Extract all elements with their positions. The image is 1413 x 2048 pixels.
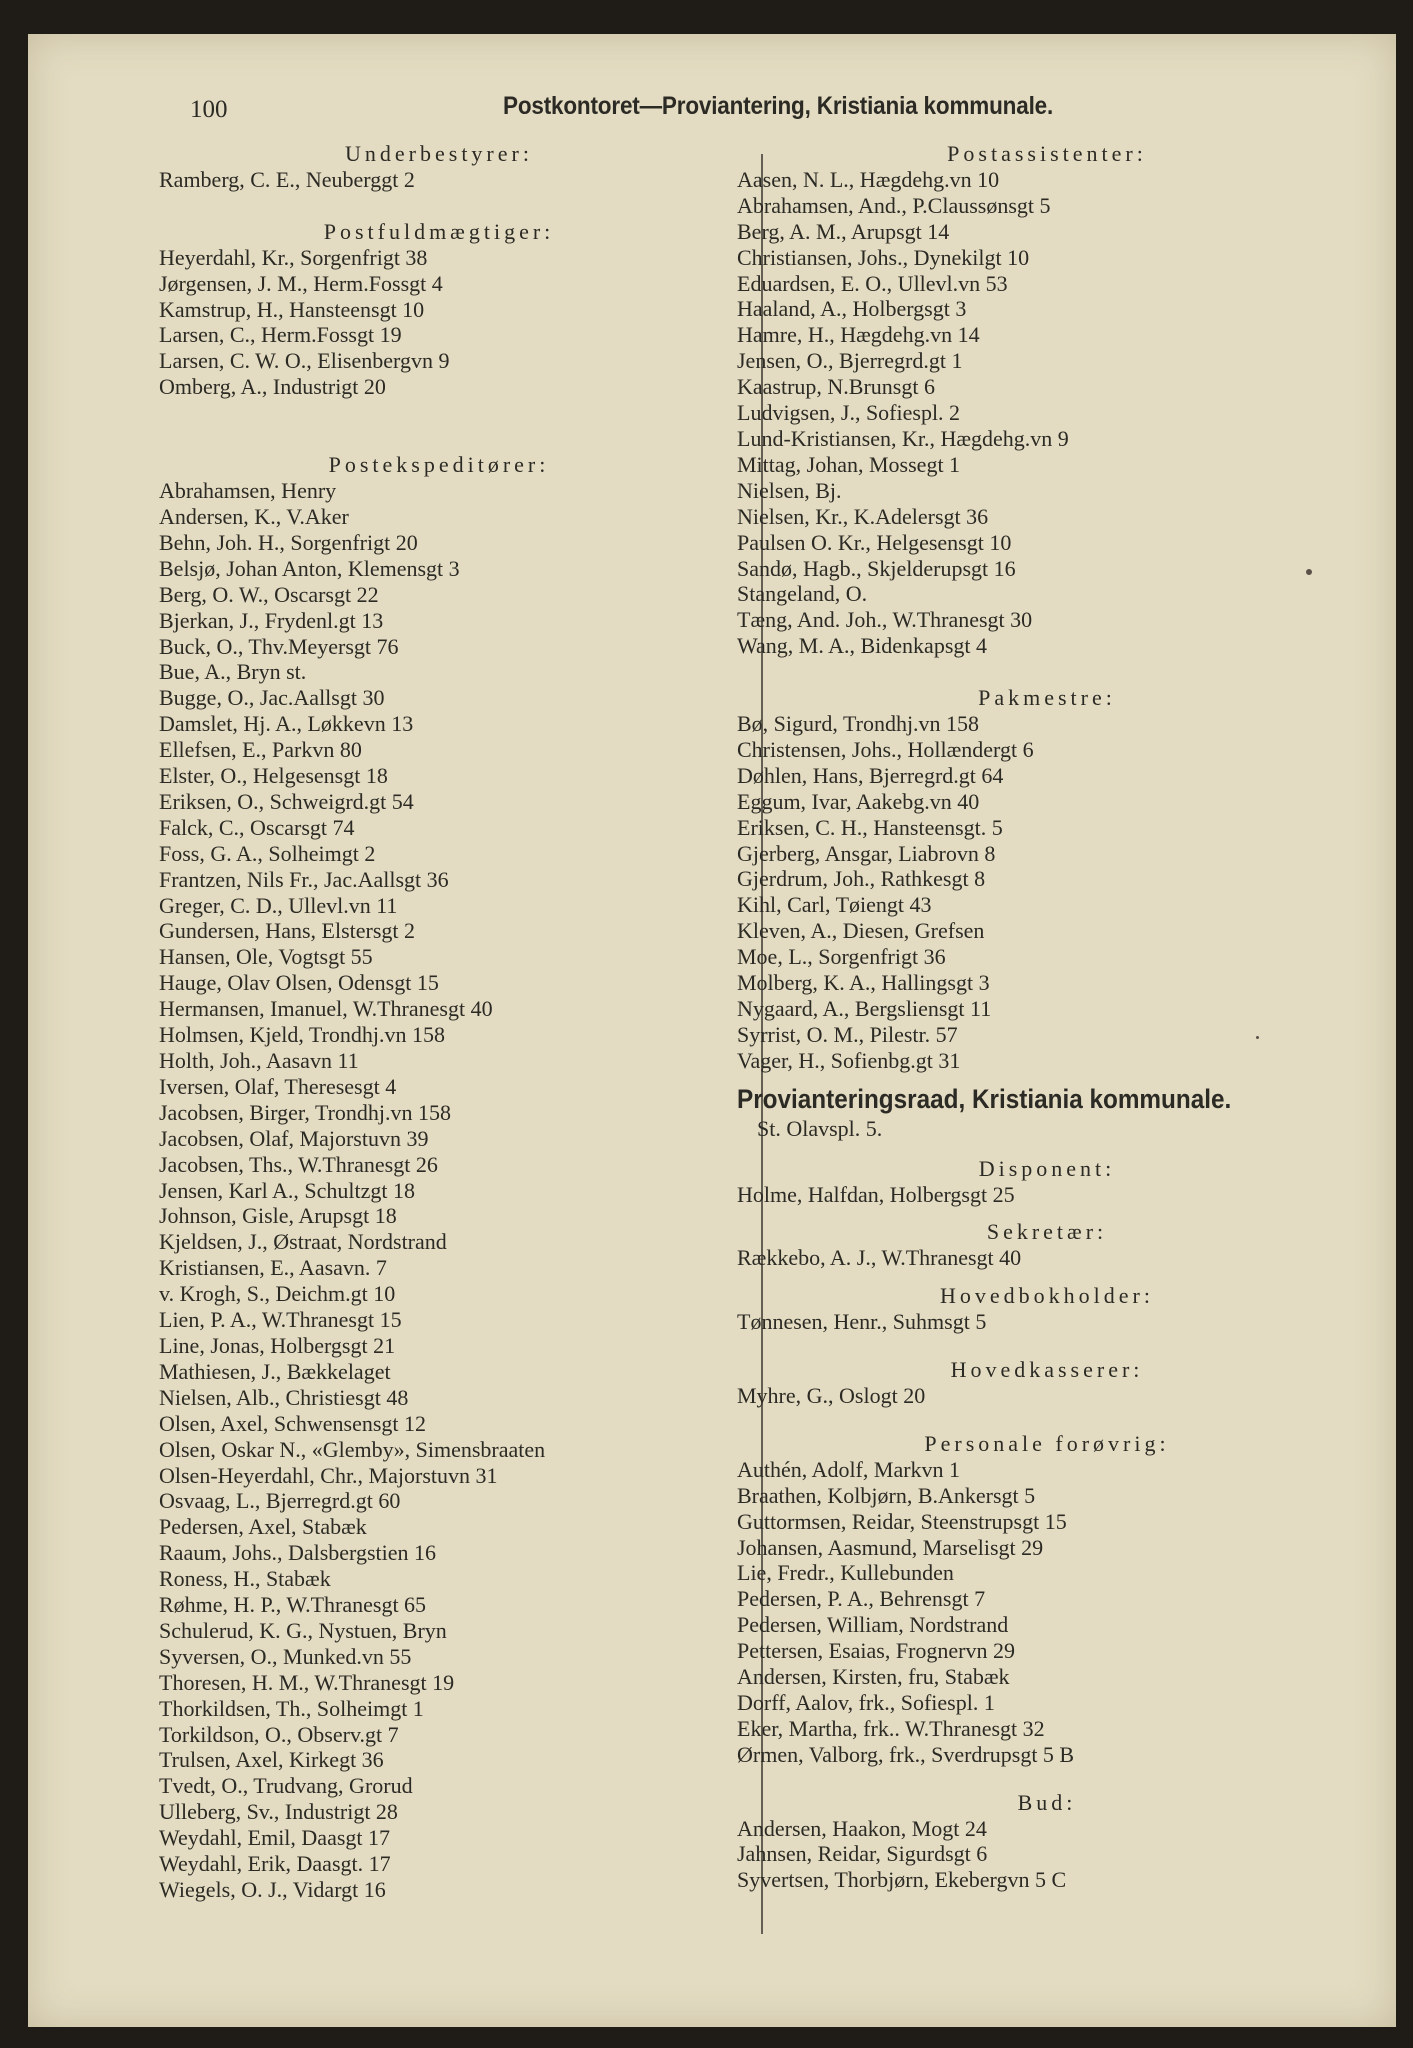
list-entry: Moe, L., Sorgenfrigt 36	[737, 944, 946, 970]
list-entry: Weydahl, Erik, Daasgt. 17	[159, 1851, 391, 1877]
list-entry: Andersen, K., V.Aker	[159, 503, 349, 529]
list-entry: Kristiansen, E., Aasavn. 7	[159, 1255, 387, 1281]
list-entry: Jacobsen, Ths., W.Thranesgt 26	[159, 1151, 438, 1177]
entry-list	[159, 245, 719, 400]
list-entry: Falck, C., Oscarsgt 74	[159, 814, 355, 840]
list-entry: Lie, Fredr., Kullebunden	[737, 1560, 954, 1586]
list-entry: Gjerdrum, Joh., Rathkesgt 8	[737, 866, 986, 892]
list-entry: Wang, M. A., Bidenkapsgt 4	[737, 633, 987, 659]
list-entry: Iversen, Olaf, Theresesgt 4	[159, 1073, 397, 1099]
list-entry: Schulerud, K. G., Nystuen, Bryn	[159, 1617, 447, 1643]
list-entry: Jørgensen, J. M., Herm.Fossgt 4	[159, 270, 443, 296]
section-title: Provianteringsraad, Kristiania kommunale.	[737, 1083, 1232, 1114]
page-number: 100	[190, 96, 228, 123]
list-entry: Osvaag, L., Bjerregrd.gt 60	[159, 1488, 401, 1514]
list-entry: Lien, P. A., W.Thranesgt 15	[159, 1307, 402, 1333]
list-entry: Line, Jonas, Holbergsgt 21	[159, 1332, 396, 1358]
list-entry: Omberg, A., Industrigt 20	[159, 374, 386, 400]
list-entry: Mathiesen, J., Bækkelaget	[159, 1358, 391, 1384]
list-entry: Berg, A. M., Arupsgt 14	[737, 218, 950, 244]
list-entry: Andersen, Haakon, Mogt 24	[737, 1815, 987, 1841]
list-entry: Foss, G. A., Solheimgt 2	[159, 840, 376, 866]
page-header	[28, 92, 1396, 132]
list-entry: Hamre, H., Hægdehg.vn 14	[737, 322, 980, 348]
list-entry: Torkildson, O., Observ.gt 7	[159, 1721, 399, 1747]
list-entry: Eggum, Ivar, Aakebg.vn 40	[737, 788, 980, 814]
list-entry: Syvertsen, Thorbjørn, Ekebergvn 5 C	[737, 1867, 1067, 1893]
list-entry: Jacobsen, Birger, Trondhj.vn 158	[159, 1099, 452, 1125]
list-entry: Johnson, Gisle, Arupsgt 18	[159, 1203, 397, 1229]
list-entry: Olsen, Axel, Schwensensgt 12	[159, 1410, 427, 1436]
address-line: St. Olavspl. 5.	[757, 1115, 883, 1141]
list-entry: Aasen, N. L., Hægdehg.vn 10	[737, 166, 1000, 192]
list-entry: Bø, Sigurd, Trondhj.vn 158	[737, 711, 980, 737]
list-entry: Eriksen, O., Schweigrd.gt 54	[159, 788, 414, 814]
list-entry: Holmsen, Kjeld, Trondhj.vn 158	[159, 1022, 446, 1048]
list-entry: Raaum, Johs., Dalsbergstien 16	[159, 1540, 437, 1566]
list-entry: Greger, C. D., Ullevl.vn 11	[159, 892, 398, 918]
list-entry: Belsjø, Johan Anton, Klemensgt 3	[159, 555, 460, 581]
list-entry: Tvedt, O., Trudvang, Grorud	[159, 1773, 413, 1799]
left-column	[159, 141, 719, 1903]
list-entry: Andersen, Kirsten, fru, Stabæk	[737, 1664, 1010, 1690]
list-entry: Thorkildsen, Th., Solheimgt 1	[159, 1695, 424, 1721]
list-entry: Bugge, O., Jac.Aallsgt 30	[159, 685, 385, 711]
entry-list	[159, 478, 719, 1903]
list-entry: Nielsen, Alb., Christiesgt 48	[159, 1384, 409, 1410]
list-entry: Molberg, K. A., Hallingsgt 3	[737, 970, 990, 996]
list-entry: Bue, A., Bryn st.	[159, 659, 307, 685]
list-entry: Buck, O., Thv.Meyersgt 76	[159, 633, 399, 659]
provianteringsraad-sections	[737, 1156, 1357, 1894]
list-entry: Jensen, Karl A., Schultzgt 18	[159, 1177, 416, 1203]
list-entry: Nielsen, Bj.	[737, 477, 842, 503]
running-title: Postkontoret—Proviantering, Kristiania kommunale.	[503, 92, 1054, 120]
section-heading: Postassistenter:	[947, 141, 1147, 166]
list-entry: Syversen, O., Munked.vn 55	[159, 1643, 412, 1669]
list-entry: Elster, O., Helgesensgt 18	[159, 763, 388, 789]
list-entry: Jahnsen, Reidar, Sigurdsgt 6	[737, 1841, 988, 1867]
list-entry: Thoresen, H. M., W.Thranesgt 19	[159, 1669, 455, 1695]
list-entry: Jensen, O., Bjerregrd.gt 1	[737, 348, 963, 374]
list-entry: Pedersen, William, Nordstrand	[737, 1612, 1009, 1638]
list-entry: Eriksen, C. H., Hansteensgt. 5	[737, 814, 1003, 840]
list-entry: Gjerberg, Ansgar, Liabrovn 8	[737, 840, 996, 866]
list-entry: Larsen, C. W. O., Elisenbergvn 9	[159, 348, 450, 374]
list-entry: Mittag, Johan, Mossegt 1	[737, 451, 961, 477]
list-entry: Weydahl, Emil, Daasgt 17	[159, 1825, 391, 1851]
list-entry: Sandø, Hagb., Skjelderupsgt 16	[737, 555, 1016, 581]
right-column	[737, 141, 1357, 1893]
list-entry: Roness, H., Stabæk	[159, 1566, 331, 1592]
list-entry: Lund-Kristiansen, Kr., Hægdehg.vn 9	[737, 425, 1069, 451]
section-heading: Hovedbokholder:	[940, 1283, 1154, 1309]
list-entry: Pedersen, P. A., Behrensgt 7	[737, 1586, 986, 1612]
list-entry: Myhre, G., Oslogt 20	[737, 1382, 926, 1408]
list-entry: Ramberg, C. E., Neuberggt 2	[159, 166, 415, 192]
list-entry: Damslet, Hj. A., Løkkevn 13	[159, 711, 414, 737]
list-entry: Tæng, And. Joh., W.Thranesgt 30	[737, 607, 1033, 633]
list-entry: Haaland, A., Holbergsgt 3	[737, 296, 967, 322]
list-entry: Tønnesen, Henr., Suhmsgt 5	[737, 1309, 987, 1335]
list-entry: Trulsen, Axel, Kirkegt 36	[159, 1747, 384, 1773]
list-entry: Heyerdahl, Kr., Sorgenfrigt 38	[159, 244, 428, 270]
list-entry: Larsen, C., Herm.Fossgt 19	[159, 322, 402, 348]
list-entry: Kihl, Carl, Tøiengt 43	[737, 892, 932, 918]
section-heading: Postekspeditører:	[328, 452, 550, 478]
list-entry: Christiansen, Johs., Dynekilgt 10	[737, 244, 1030, 270]
list-entry: Johansen, Aasmund, Marselisgt 29	[737, 1534, 1044, 1560]
list-entry: v. Krogh, S., Deichm.gt 10	[159, 1281, 396, 1307]
list-entry: Braathen, Kolbjørn, B.Ankersgt 5	[737, 1482, 1036, 1508]
section-heading: Disponent:	[978, 1155, 1116, 1181]
section-heading: Hovedkasserer:	[950, 1357, 1144, 1383]
list-entry: Dorff, Aalov, frk., Sofiespl. 1	[737, 1689, 995, 1715]
list-entry: Syrrist, O. M., Pilestr. 57	[737, 1021, 958, 1047]
list-entry: Hauge, Olav Olsen, Odensgt 15	[159, 970, 439, 996]
list-entry: Ellefsen, E., Parkvn 80	[159, 737, 362, 763]
list-entry: Eker, Martha, frk.. W.Thranesgt 32	[737, 1715, 1045, 1741]
list-entry: Ludvigsen, J., Sofiespl. 2	[737, 400, 961, 426]
list-entry: Behn, Joh. H., Sorgenfrigt 20	[159, 529, 418, 555]
list-entry: Pettersen, Esaias, Frognervn 29	[737, 1638, 1015, 1664]
entry-list	[737, 167, 1357, 659]
list-entry: Hansen, Ole, Vogtsgt 55	[159, 944, 373, 970]
section-heading: Postfuldmægtiger:	[323, 218, 555, 244]
list-entry: Jacobsen, Olaf, Majorstuvn 39	[159, 1125, 429, 1151]
list-entry: Kamstrup, H., Hansteensgt 10	[159, 296, 425, 322]
list-entry: Eduardsen, E. O., Ullevl.vn 53	[737, 270, 1008, 296]
list-entry: Stangeland, O.	[737, 581, 868, 607]
list-entry: Guttormsen, Reidar, Steenstrupsgt 15	[737, 1508, 1067, 1534]
list-entry: Christensen, Johs., Hollændergt 6	[737, 736, 1034, 762]
list-entry: Hermansen, Imanuel, W.Thranesgt 40	[159, 996, 493, 1022]
list-entry: Berg, O. W., Oscarsgt 22	[159, 581, 379, 607]
list-entry: Wiegels, O. J., Vidargt 16	[159, 1877, 386, 1902]
list-entry: Røhme, H. P., W.Thranesgt 65	[159, 1592, 427, 1618]
list-entry: Vager, H., Sofienbg.gt 31	[737, 1047, 961, 1073]
list-entry: Rækkebo, A. J., W.Thranesgt 40	[737, 1245, 1022, 1271]
list-entry: Holme, Halfdan, Holbergsgt 25	[737, 1181, 1015, 1207]
list-entry: Frantzen, Nils Fr., Jac.Aallsgt 36	[159, 866, 449, 892]
list-entry: Pedersen, Axel, Stabæk	[159, 1514, 367, 1540]
list-entry: Kleven, A., Diesen, Grefsen	[737, 918, 985, 944]
list-entry: Holth, Joh., Aasavn 11	[159, 1048, 359, 1073]
list-entry: Authén, Adolf, Markvn 1	[737, 1456, 961, 1482]
list-entry: Ulleberg, Sv., Industrigt 28	[159, 1799, 398, 1825]
list-entry: Abrahamsen, Henry	[159, 478, 337, 504]
list-entry: Nygaard, A., Bergsliensgt 11	[737, 996, 992, 1021]
list-entry: Paulsen O. Kr., Helgesensgt 10	[737, 529, 1012, 555]
list-entry: Ørmen, Valborg, frk., Sverdrupsgt 5 B	[737, 1741, 1075, 1767]
section-heading: Pakmestre:	[978, 685, 1116, 711]
list-entry: Kaastrup, N.Brunsgt 6	[737, 374, 935, 400]
entry-list	[737, 711, 1357, 1074]
list-entry: Nielsen, Kr., K.Adelersgt 36	[737, 503, 989, 529]
list-entry: Olsen, Oskar N., «Glemby», Simensbraaten	[159, 1436, 546, 1462]
section-heading: Underbestyrer:	[345, 141, 533, 166]
list-entry: Bjerkan, J., Frydenl.gt 13	[159, 607, 384, 633]
section-heading: Personale forøvrig:	[924, 1430, 1170, 1456]
list-entry: Abrahamsen, And., P.Claussønsgt 5	[737, 192, 1051, 218]
list-entry: Olsen-Heyerdahl, Chr., Majorstuvn 31	[159, 1462, 498, 1488]
list-entry: Døhlen, Hans, Bjerregrd.gt 64	[737, 762, 1004, 788]
list-entry: Gundersen, Hans, Elstersgt 2	[159, 918, 416, 944]
section-heading: Sekretær:	[986, 1219, 1108, 1245]
section-heading: Bud:	[1017, 1789, 1077, 1815]
list-entry: Kjeldsen, J., Østraat, Nordstrand	[159, 1229, 447, 1255]
